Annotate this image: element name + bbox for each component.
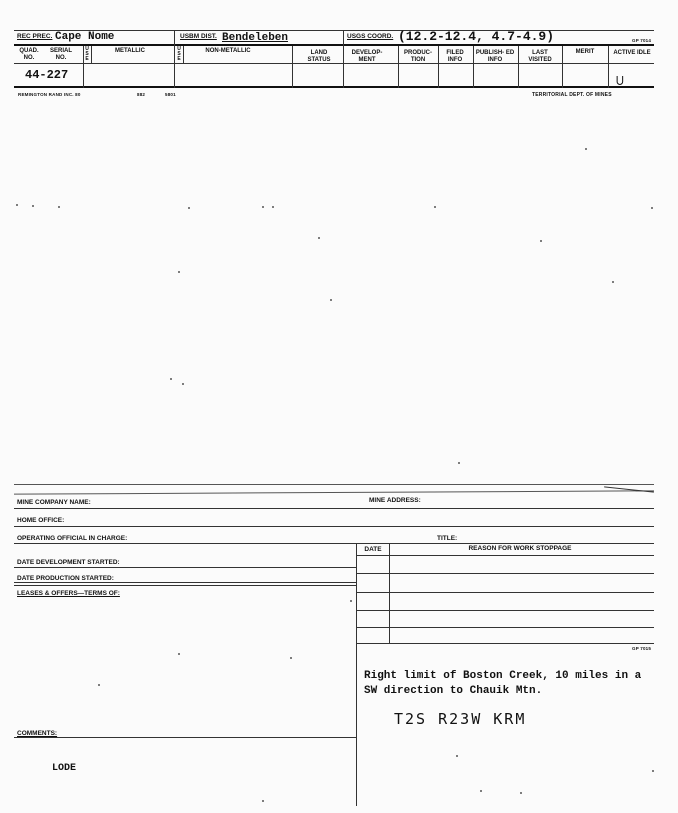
leases-label: LEASES & OFFERS—TERMS OF: (17, 590, 120, 597)
col-published-info: PUBLISH- ED INFO (475, 50, 515, 63)
col-active-idle: ACTIVE IDLE (613, 50, 651, 56)
usbm-dist-value: Bendeleben (222, 32, 289, 44)
col-serial-no: SERIAL NO. (49, 48, 72, 61)
reason-col-header: REASON FOR WORK STOPPAGE (468, 545, 572, 552)
col-land-status: LAND STATUS (307, 50, 331, 63)
col-use-metallic: U S E (85, 46, 89, 62)
form-number: GP 7014 (632, 38, 652, 43)
usbm-dist-label: USBM DIST. (180, 33, 217, 40)
form-number-2: GP 7015 (632, 646, 652, 651)
imprint-code-2: 5801 (165, 92, 176, 97)
col-last-visited: LAST VISITED (528, 50, 552, 63)
col-non-metallic: NON-METALLIC (205, 48, 251, 54)
date-col-header: DATE (364, 546, 382, 553)
home-office-label: HOME OFFICE: (17, 517, 65, 524)
col-merit: MERIT (575, 49, 595, 55)
rec-prec-value: Cape Nome (55, 31, 115, 43)
col-metallic: METALLIC (115, 48, 145, 54)
col-production: PRODUC- TION (404, 50, 432, 63)
col-quad-no: QUAD. NO. (19, 48, 39, 61)
printer-imprint: REMINGTON RAND INC. 80 (18, 92, 81, 97)
mine-company-name-label: MINE COMPANY NAME: (17, 499, 91, 506)
rec-prec-label: REC PREC. (17, 33, 53, 40)
col-use-nonmetallic: U S E (177, 46, 181, 62)
comments-label: COMMENTS: (17, 730, 58, 737)
operating-official-label: OPERATING OFFICIAL IN CHARGE: (17, 535, 128, 542)
active-idle-mark: ⊃ (612, 74, 629, 87)
col-filed-info: FILED INFO (446, 50, 464, 63)
quad-serial-value: 44-227 (25, 68, 69, 82)
usgs-coord-label: USGS COORD. (347, 33, 394, 40)
comments-value: LODE (52, 763, 77, 774)
mine-address-label: MINE ADDRESS: (369, 497, 421, 504)
date-production-label: DATE PRODUCTION STARTED: (17, 575, 114, 582)
col-development: DEVELOP- MENT (351, 50, 383, 63)
imprint-code-1: 882 (137, 92, 146, 97)
usgs-coord-value: (12.2-12.4, 4.7-4.9) (398, 29, 555, 44)
handwritten-location-code: T2S R23W KRM (394, 710, 527, 728)
territorial-dept: TERRITORIAL DEPT. OF MINES (532, 92, 612, 98)
title-label: TITLE: (437, 535, 458, 542)
date-development-label: DATE DEVELOPMENT STARTED: (17, 559, 120, 566)
location-note: Right limit of Boston Creek, 10 miles in a SW direction to Chauik Mtn. (364, 670, 642, 697)
